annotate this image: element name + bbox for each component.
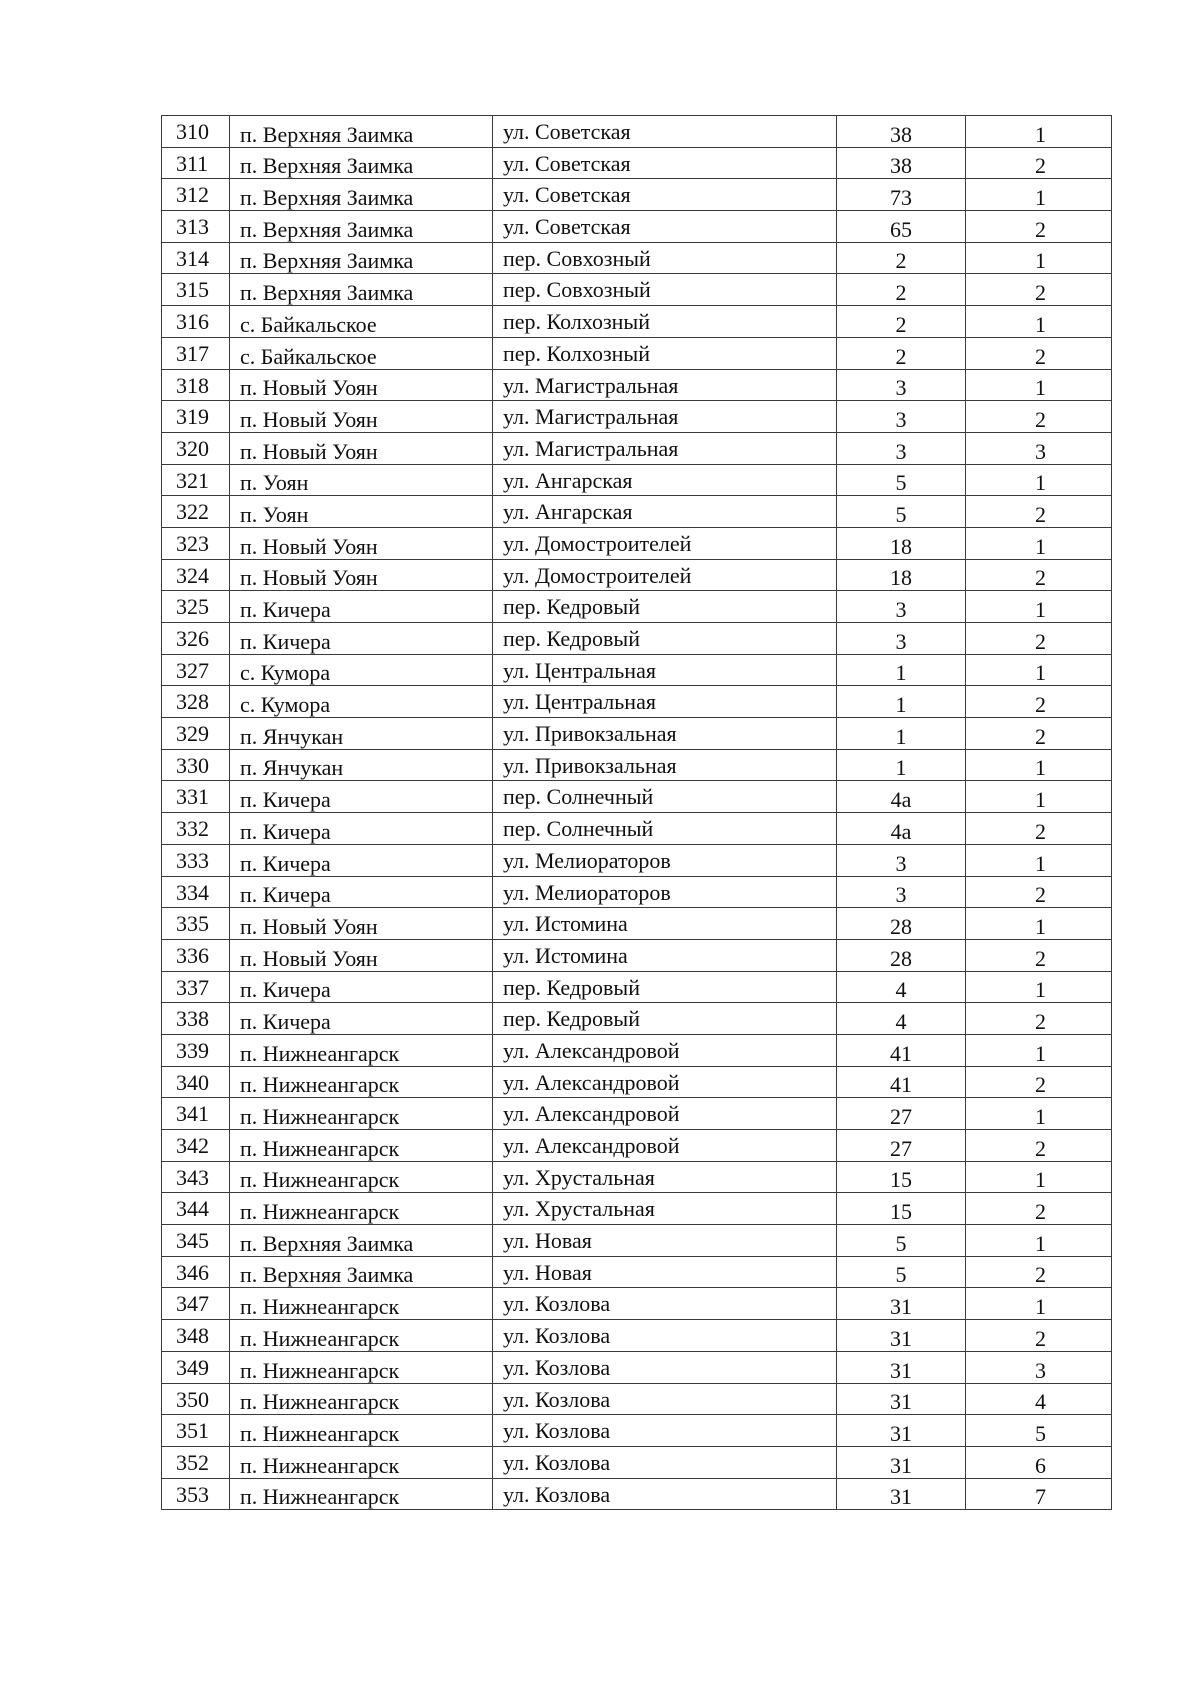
locality-cell: п. Верхняя Заимка — [230, 1256, 493, 1288]
locality-cell: п. Кичера — [230, 844, 493, 876]
locality-cell: п. Нижнеангарск — [230, 1415, 493, 1447]
house-number-cell: 3 — [837, 401, 966, 433]
street-cell: пер. Совхозный — [493, 274, 837, 306]
locality-cell: п. Верхняя Заимка — [230, 211, 493, 243]
locality-cell: п. Новый Уоян — [230, 401, 493, 433]
house-number-cell: 3 — [837, 591, 966, 623]
row-number-cell: 341 — [162, 1098, 230, 1130]
row-number-cell: 318 — [162, 369, 230, 401]
entrance-number-cell: 2 — [966, 623, 1112, 655]
locality-cell: с. Байкальское — [230, 337, 493, 369]
row-number-cell: 321 — [162, 464, 230, 496]
locality-cell: п. Нижнеангарск — [230, 1066, 493, 1098]
house-number-cell: 38 — [837, 116, 966, 148]
table-row — [162, 623, 1112, 655]
entrance-number-cell: 1 — [966, 971, 1112, 1003]
entrance-number-cell: 1 — [966, 179, 1112, 211]
table-row — [162, 1383, 1112, 1415]
street-cell: ул. Центральная — [493, 654, 837, 686]
entrance-number-cell: 1 — [966, 306, 1112, 338]
house-number-cell: 41 — [837, 1034, 966, 1066]
locality-cell: п. Нижнеангарск — [230, 1288, 493, 1320]
row-number-cell: 348 — [162, 1320, 230, 1352]
entrance-number-cell: 2 — [966, 401, 1112, 433]
street-cell: пер. Кедровый — [493, 591, 837, 623]
street-cell: ул. Советская — [493, 147, 837, 179]
row-number-cell: 331 — [162, 781, 230, 813]
house-number-cell: 31 — [837, 1320, 966, 1352]
entrance-number-cell: 5 — [966, 1415, 1112, 1447]
locality-cell: п. Янчукан — [230, 749, 493, 781]
street-cell: пер. Кедровый — [493, 623, 837, 655]
entrance-number-cell: 2 — [966, 147, 1112, 179]
house-number-cell: 5 — [837, 496, 966, 528]
row-number-cell: 349 — [162, 1351, 230, 1383]
locality-cell: п. Нижнеангарск — [230, 1034, 493, 1066]
entrance-number-cell: 2 — [966, 876, 1112, 908]
house-number-cell: 31 — [837, 1415, 966, 1447]
street-cell: ул. Александровой — [493, 1034, 837, 1066]
street-cell: ул. Истомина — [493, 939, 837, 971]
street-cell: ул. Козлова — [493, 1415, 837, 1447]
house-number-cell: 18 — [837, 559, 966, 591]
row-number-cell: 320 — [162, 432, 230, 464]
street-cell: ул. Советская — [493, 211, 837, 243]
street-cell: ул. Советская — [493, 116, 837, 148]
entrance-number-cell: 2 — [966, 1066, 1112, 1098]
address-table — [161, 115, 1112, 1510]
table-row — [162, 1130, 1112, 1162]
entrance-number-cell: 2 — [966, 559, 1112, 591]
table-row — [162, 971, 1112, 1003]
table-row — [162, 654, 1112, 686]
entrance-number-cell: 1 — [966, 591, 1112, 623]
table-row — [162, 179, 1112, 211]
locality-cell: п. Кичера — [230, 971, 493, 1003]
table-row — [162, 1003, 1112, 1035]
row-number-cell: 322 — [162, 496, 230, 528]
house-number-cell: 2 — [837, 306, 966, 338]
street-cell: ул. Истомина — [493, 908, 837, 940]
row-number-cell: 313 — [162, 211, 230, 243]
street-cell: ул. Домостроителей — [493, 527, 837, 559]
house-number-cell: 4 — [837, 1003, 966, 1035]
street-cell: пер. Солнечный — [493, 781, 837, 813]
entrance-number-cell: 2 — [966, 1320, 1112, 1352]
locality-cell: п. Нижнеангарск — [230, 1383, 493, 1415]
house-number-cell: 4а — [837, 781, 966, 813]
street-cell: ул. Козлова — [493, 1383, 837, 1415]
street-cell: ул. Мелиораторов — [493, 876, 837, 908]
table-row — [162, 306, 1112, 338]
house-number-cell: 2 — [837, 337, 966, 369]
street-cell: ул. Советская — [493, 179, 837, 211]
row-number-cell: 315 — [162, 274, 230, 306]
entrance-number-cell: 2 — [966, 337, 1112, 369]
table-row — [162, 1098, 1112, 1130]
house-number-cell: 3 — [837, 432, 966, 464]
street-cell: ул. Козлова — [493, 1446, 837, 1478]
locality-cell: с. Байкальское — [230, 306, 493, 338]
row-number-cell: 324 — [162, 559, 230, 591]
entrance-number-cell: 4 — [966, 1383, 1112, 1415]
entrance-number-cell: 1 — [966, 1034, 1112, 1066]
table-row — [162, 464, 1112, 496]
entrance-number-cell: 1 — [966, 242, 1112, 274]
street-cell: ул. Мелиораторов — [493, 844, 837, 876]
row-number-cell: 328 — [162, 686, 230, 718]
row-number-cell: 344 — [162, 1193, 230, 1225]
street-cell: ул. Магистральная — [493, 401, 837, 433]
locality-cell: п. Нижнеангарск — [230, 1098, 493, 1130]
house-number-cell: 1 — [837, 749, 966, 781]
table-row — [162, 1225, 1112, 1257]
house-number-cell: 1 — [837, 686, 966, 718]
table-row — [162, 1288, 1112, 1320]
table-row — [162, 432, 1112, 464]
locality-cell: п. Кичера — [230, 813, 493, 845]
locality-cell: п. Верхняя Заимка — [230, 274, 493, 306]
table-row — [162, 147, 1112, 179]
locality-cell: с. Кумора — [230, 654, 493, 686]
row-number-cell: 327 — [162, 654, 230, 686]
street-cell: ул. Привокзальная — [493, 718, 837, 750]
row-number-cell: 333 — [162, 844, 230, 876]
street-cell: ул. Александровой — [493, 1130, 837, 1162]
locality-cell: п. Кичера — [230, 1003, 493, 1035]
table-row — [162, 686, 1112, 718]
row-number-cell: 347 — [162, 1288, 230, 1320]
house-number-cell: 15 — [837, 1193, 966, 1225]
row-number-cell: 338 — [162, 1003, 230, 1035]
house-number-cell: 31 — [837, 1288, 966, 1320]
locality-cell: п. Новый Уоян — [230, 559, 493, 591]
house-number-cell: 28 — [837, 908, 966, 940]
locality-cell: п. Нижнеангарск — [230, 1130, 493, 1162]
house-number-cell: 38 — [837, 147, 966, 179]
row-number-cell: 351 — [162, 1415, 230, 1447]
row-number-cell: 332 — [162, 813, 230, 845]
table-row — [162, 939, 1112, 971]
house-number-cell: 2 — [837, 242, 966, 274]
table-row — [162, 1161, 1112, 1193]
house-number-cell: 3 — [837, 876, 966, 908]
row-number-cell: 337 — [162, 971, 230, 1003]
table-row — [162, 496, 1112, 528]
row-number-cell: 326 — [162, 623, 230, 655]
row-number-cell: 343 — [162, 1161, 230, 1193]
row-number-cell: 325 — [162, 591, 230, 623]
table-row — [162, 1034, 1112, 1066]
house-number-cell: 28 — [837, 939, 966, 971]
table-row — [162, 908, 1112, 940]
row-number-cell: 339 — [162, 1034, 230, 1066]
row-number-cell: 329 — [162, 718, 230, 750]
table-row — [162, 1478, 1112, 1510]
row-number-cell: 314 — [162, 242, 230, 274]
table-row — [162, 1415, 1112, 1447]
house-number-cell: 4а — [837, 813, 966, 845]
locality-cell: п. Новый Уоян — [230, 369, 493, 401]
street-cell: ул. Козлова — [493, 1288, 837, 1320]
locality-cell: п. Новый Уоян — [230, 908, 493, 940]
table-row — [162, 591, 1112, 623]
locality-cell: п. Верхняя Заимка — [230, 179, 493, 211]
row-number-cell: 312 — [162, 179, 230, 211]
entrance-number-cell: 1 — [966, 369, 1112, 401]
row-number-cell: 335 — [162, 908, 230, 940]
locality-cell: п. Нижнеангарск — [230, 1193, 493, 1225]
locality-cell: п. Верхняя Заимка — [230, 1225, 493, 1257]
row-number-cell: 346 — [162, 1256, 230, 1288]
street-cell: ул. Хрустальная — [493, 1161, 837, 1193]
row-number-cell: 319 — [162, 401, 230, 433]
table-row — [162, 527, 1112, 559]
house-number-cell: 18 — [837, 527, 966, 559]
table-row — [162, 401, 1112, 433]
row-number-cell: 316 — [162, 306, 230, 338]
house-number-cell: 31 — [837, 1351, 966, 1383]
table-row — [162, 242, 1112, 274]
table-row — [162, 1066, 1112, 1098]
row-number-cell: 353 — [162, 1478, 230, 1510]
table-row — [162, 274, 1112, 306]
row-number-cell: 350 — [162, 1383, 230, 1415]
house-number-cell: 4 — [837, 971, 966, 1003]
table-row — [162, 1351, 1112, 1383]
table-row — [162, 559, 1112, 591]
street-cell: ул. Центральная — [493, 686, 837, 718]
table-row — [162, 876, 1112, 908]
locality-cell: п. Кичера — [230, 623, 493, 655]
row-number-cell: 311 — [162, 147, 230, 179]
entrance-number-cell: 2 — [966, 274, 1112, 306]
locality-cell: п. Нижнеангарск — [230, 1446, 493, 1478]
table-row — [162, 844, 1112, 876]
table-row — [162, 337, 1112, 369]
address-table-body — [162, 116, 1112, 1510]
house-number-cell: 15 — [837, 1161, 966, 1193]
entrance-number-cell: 1 — [966, 116, 1112, 148]
row-number-cell: 330 — [162, 749, 230, 781]
street-cell: ул. Новая — [493, 1225, 837, 1257]
table-row — [162, 1256, 1112, 1288]
house-number-cell: 73 — [837, 179, 966, 211]
house-number-cell: 27 — [837, 1098, 966, 1130]
house-number-cell: 3 — [837, 369, 966, 401]
street-cell: пер. Солнечный — [493, 813, 837, 845]
locality-cell: п. Новый Уоян — [230, 939, 493, 971]
locality-cell: п. Верхняя Заимка — [230, 147, 493, 179]
entrance-number-cell: 7 — [966, 1478, 1112, 1510]
locality-cell: п. Нижнеангарск — [230, 1320, 493, 1352]
house-number-cell: 5 — [837, 464, 966, 496]
house-number-cell: 31 — [837, 1478, 966, 1510]
house-number-cell: 1 — [837, 718, 966, 750]
street-cell: ул. Домостроителей — [493, 559, 837, 591]
locality-cell: п. Верхняя Заимка — [230, 242, 493, 274]
row-number-cell: 310 — [162, 116, 230, 148]
street-cell: ул. Хрустальная — [493, 1193, 837, 1225]
table-row — [162, 813, 1112, 845]
locality-cell: п. Нижнеангарск — [230, 1478, 493, 1510]
house-number-cell: 31 — [837, 1446, 966, 1478]
house-number-cell: 3 — [837, 844, 966, 876]
entrance-number-cell: 1 — [966, 1161, 1112, 1193]
table-row — [162, 369, 1112, 401]
house-number-cell: 31 — [837, 1383, 966, 1415]
street-cell: ул. Ангарская — [493, 464, 837, 496]
house-number-cell: 65 — [837, 211, 966, 243]
street-cell: ул. Козлова — [493, 1478, 837, 1510]
street-cell: ул. Козлова — [493, 1320, 837, 1352]
street-cell: пер. Совхозный — [493, 242, 837, 274]
locality-cell: п. Нижнеангарск — [230, 1161, 493, 1193]
table-row — [162, 781, 1112, 813]
house-number-cell: 2 — [837, 274, 966, 306]
street-cell: ул. Козлова — [493, 1351, 837, 1383]
house-number-cell: 27 — [837, 1130, 966, 1162]
entrance-number-cell: 1 — [966, 1098, 1112, 1130]
locality-cell: п. Нижнеангарск — [230, 1351, 493, 1383]
house-number-cell: 3 — [837, 623, 966, 655]
table-row — [162, 116, 1112, 148]
entrance-number-cell: 1 — [966, 844, 1112, 876]
locality-cell: п. Уоян — [230, 464, 493, 496]
house-number-cell: 41 — [837, 1066, 966, 1098]
table-row — [162, 211, 1112, 243]
locality-cell: п. Кичера — [230, 591, 493, 623]
street-cell: пер. Кедровый — [493, 1003, 837, 1035]
row-number-cell: 342 — [162, 1130, 230, 1162]
row-number-cell: 345 — [162, 1225, 230, 1257]
table-row — [162, 1320, 1112, 1352]
street-cell: ул. Магистральная — [493, 369, 837, 401]
entrance-number-cell: 2 — [966, 211, 1112, 243]
row-number-cell: 323 — [162, 527, 230, 559]
row-number-cell: 352 — [162, 1446, 230, 1478]
street-cell: ул. Александровой — [493, 1066, 837, 1098]
entrance-number-cell: 2 — [966, 813, 1112, 845]
entrance-number-cell: 3 — [966, 1351, 1112, 1383]
street-cell: пер. Колхозный — [493, 337, 837, 369]
house-number-cell: 5 — [837, 1256, 966, 1288]
locality-cell: п. Кичера — [230, 876, 493, 908]
row-number-cell: 336 — [162, 939, 230, 971]
locality-cell: п. Новый Уоян — [230, 432, 493, 464]
entrance-number-cell: 1 — [966, 654, 1112, 686]
entrance-number-cell: 3 — [966, 432, 1112, 464]
entrance-number-cell: 2 — [966, 1130, 1112, 1162]
entrance-number-cell: 1 — [966, 464, 1112, 496]
street-cell: ул. Александровой — [493, 1098, 837, 1130]
street-cell: пер. Кедровый — [493, 971, 837, 1003]
locality-cell: п. Новый Уоян — [230, 527, 493, 559]
entrance-number-cell: 2 — [966, 496, 1112, 528]
locality-cell: с. Кумора — [230, 686, 493, 718]
entrance-number-cell: 1 — [966, 908, 1112, 940]
table-row — [162, 1446, 1112, 1478]
table-row — [162, 718, 1112, 750]
entrance-number-cell: 2 — [966, 718, 1112, 750]
row-number-cell: 340 — [162, 1066, 230, 1098]
locality-cell: п. Янчукан — [230, 718, 493, 750]
entrance-number-cell: 2 — [966, 1003, 1112, 1035]
house-number-cell: 5 — [837, 1225, 966, 1257]
street-cell: пер. Колхозный — [493, 306, 837, 338]
row-number-cell: 334 — [162, 876, 230, 908]
entrance-number-cell: 1 — [966, 1225, 1112, 1257]
street-cell: ул. Магистральная — [493, 432, 837, 464]
entrance-number-cell: 1 — [966, 749, 1112, 781]
street-cell: ул. Привокзальная — [493, 749, 837, 781]
table-row — [162, 1193, 1112, 1225]
entrance-number-cell: 1 — [966, 527, 1112, 559]
locality-cell: п. Уоян — [230, 496, 493, 528]
table-row — [162, 749, 1112, 781]
locality-cell: п. Верхняя Заимка — [230, 116, 493, 148]
entrance-number-cell: 2 — [966, 686, 1112, 718]
entrance-number-cell: 2 — [966, 1193, 1112, 1225]
entrance-number-cell: 2 — [966, 939, 1112, 971]
entrance-number-cell: 2 — [966, 1256, 1112, 1288]
row-number-cell: 317 — [162, 337, 230, 369]
house-number-cell: 1 — [837, 654, 966, 686]
entrance-number-cell: 6 — [966, 1446, 1112, 1478]
entrance-number-cell: 1 — [966, 1288, 1112, 1320]
street-cell: ул. Новая — [493, 1256, 837, 1288]
locality-cell: п. Кичера — [230, 781, 493, 813]
entrance-number-cell: 1 — [966, 781, 1112, 813]
street-cell: ул. Ангарская — [493, 496, 837, 528]
